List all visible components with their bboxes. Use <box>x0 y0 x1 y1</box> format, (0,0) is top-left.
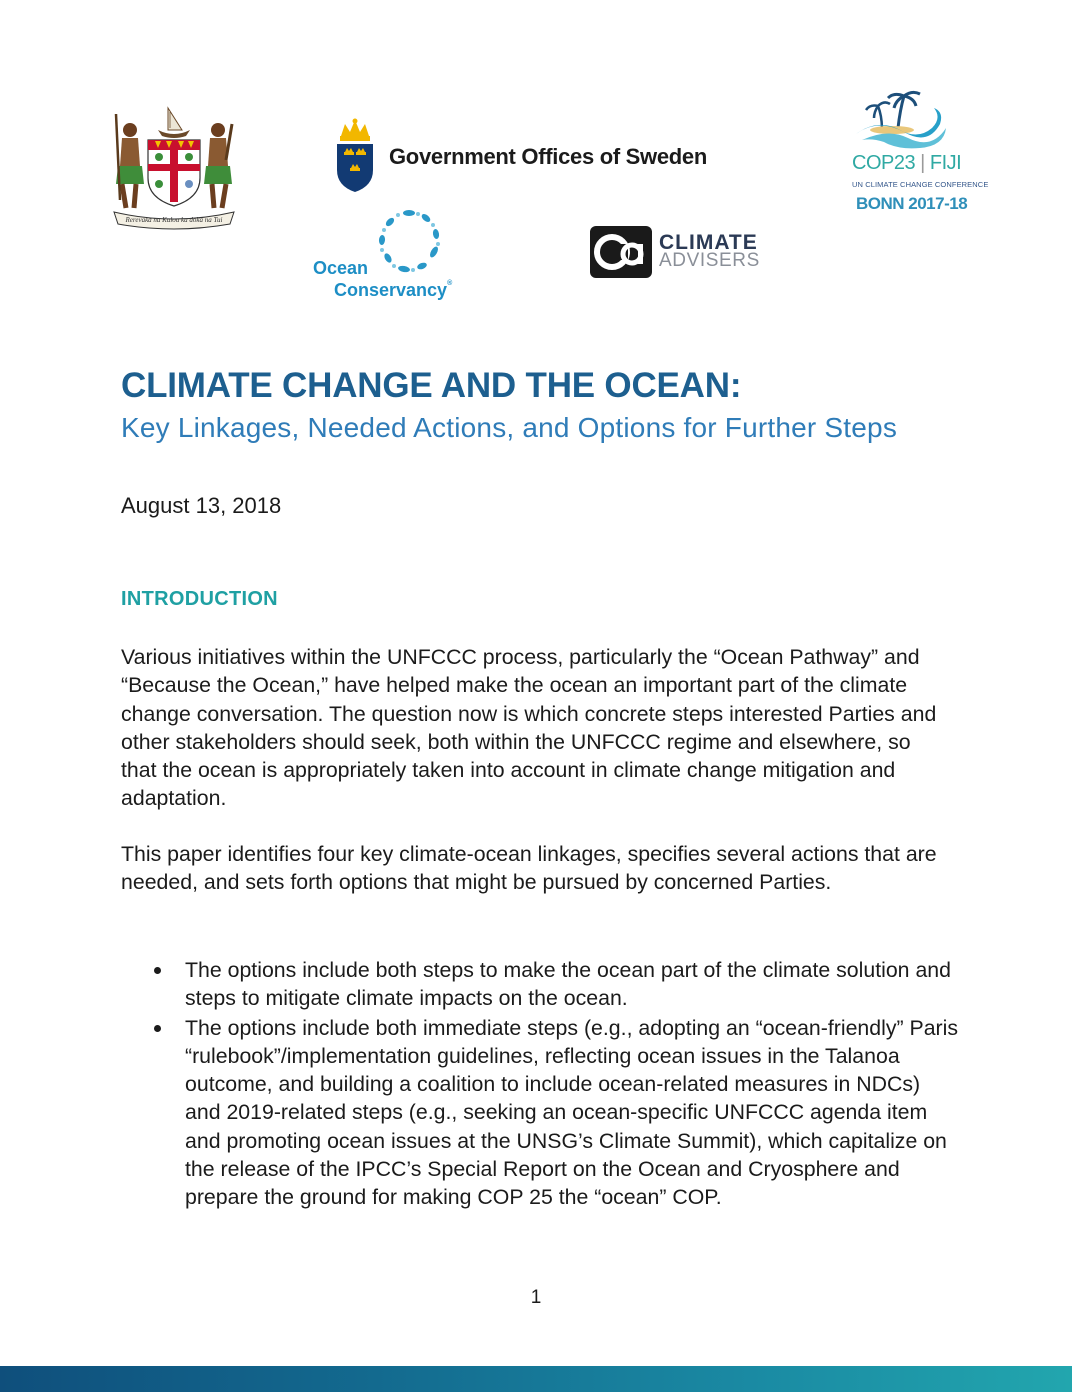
fiji-coat-of-arms-logo <box>108 100 240 230</box>
section-heading-introduction: INTRODUCTION <box>121 588 278 610</box>
climate-advisers-logo <box>590 226 770 280</box>
options-bullet-list <box>121 956 961 1213</box>
footer-gradient-bar <box>0 1366 1072 1392</box>
fiji-motto: Rerevaka na Kalou ka doka na Tui <box>125 216 223 224</box>
cop23-title-b: FIJI <box>929 152 962 174</box>
bullet-dot-icon <box>154 967 161 974</box>
climate-advisers-line2: ADVISERS <box>659 250 760 271</box>
cop23-title: COP23 | FIJI <box>852 152 962 174</box>
palm-island-wave-icon <box>848 88 958 152</box>
intro-paragraph-1: Various initiatives within the UNFCCC process, particularly the “Ocean Pathway” and “Because the Ocean,” have helped make the ocean an important part of the climate change conversation. The question now is which concrete steps interested Parties and other stakeholders should seek, both within the UNFCCC regime and elsewhere, so that the ocean is appropriately taken into account in climate change mitigation and adaptation. <box>121 645 937 811</box>
bullet-item-1 <box>121 956 961 1013</box>
marine-life-ring-icon <box>376 206 442 276</box>
cop23-location: BONN 2017-18 <box>856 194 968 213</box>
document-date: August 13, 2018 <box>121 493 282 518</box>
ocean-conservancy-logo <box>310 206 470 306</box>
document-title: CLIMATE CHANGE AND THE OCEAN: <box>121 366 742 405</box>
document-subtitle: Key Linkages, Needed Actions, and Options for Further Steps <box>121 412 898 443</box>
bullet-dot-icon <box>154 1025 161 1032</box>
sweden-crown-crest-icon <box>333 118 377 192</box>
sweden-logo-text: Government Offices of Sweden <box>389 144 708 169</box>
climate-advisers-mark-icon <box>590 226 652 278</box>
intro-paragraph-2: This paper identifies four key climate-ocean linkages, specifies several actions that are needed, and sets forth options that might be pursued by concerned Parties. <box>121 842 937 895</box>
bullet-text-2: The options include both immediate steps (e.g., adopting an “ocean-friendly” Paris “rulebook”/implementation guidelines, reflecting ocean issues in the Talanoa outcome, and building a coalition to include ocean-related measures in NDCs) and 2019-related steps (e.g., seeking an ocean-specific UNFCCC agenda item and promoting ocean issues at the UNSG’s Climate Summit), which capitalize on the release of the IPCC’s Special Report on the Ocean and Cryosphere and prepare the ground for making COP 25 the “ocean” COP. <box>185 1015 959 1210</box>
cop23-subtitle: UN CLIMATE CHANGE CONFERENCE <box>852 180 989 189</box>
sweden-government-logo <box>333 118 763 194</box>
page-number: 1 <box>530 1287 542 1308</box>
ocean-conservancy-line2: Conservancy® <box>334 280 453 300</box>
bullet-item-2 <box>121 1014 961 1212</box>
ocean-conservancy-line1: Ocean <box>313 258 369 278</box>
cop23-fiji-logo <box>848 88 989 220</box>
cop23-title-a: COP23 <box>852 152 916 174</box>
bullet-text-1: The options include both steps to make the ocean part of the climate solution and steps to mitigate climate impacts on the ocean. <box>185 958 951 1011</box>
climate-advisers-line1: CLIMATE <box>659 231 758 254</box>
